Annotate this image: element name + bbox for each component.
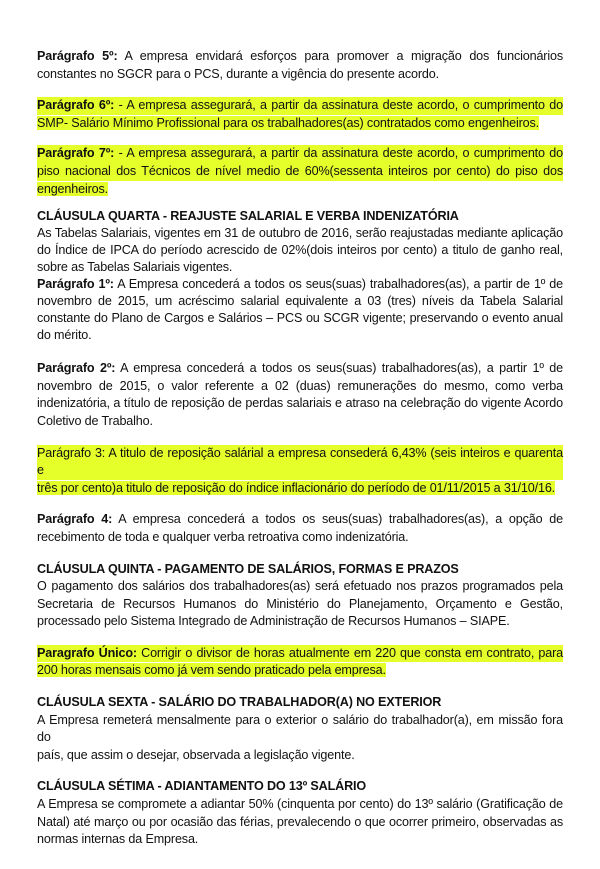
bold-label: CLÁUSULA SEXTA - SALÁRIO DO TRABALHADOR(A) NO EXTERIOR (37, 695, 442, 710)
text-line (37, 310, 563, 327)
line-content (37, 832, 198, 846)
body-text: indenizatória, a título de reposição de perdas salariais e atraso na celebração do vigente Acordo (37, 396, 563, 411)
body-text: O pagamento dos salários dos trabalhadores(as) será efetuado nos prazos programados pela (37, 579, 563, 594)
body-text: SMP- Salário Mínimo Profissional para os trabalhadores(as) contratados como engenheiros. (37, 115, 539, 130)
line-content (37, 562, 459, 576)
line-content (37, 361, 563, 375)
block-paragrafo-4 (37, 511, 563, 546)
block-paragrafo-3 (37, 445, 563, 498)
clause-heading (37, 778, 563, 796)
bold-label: Parágrafo 2º: (37, 361, 116, 376)
line-content (37, 530, 409, 544)
text-line (37, 66, 563, 84)
line-content (37, 164, 563, 178)
body-text: país, que assim o desejar, observada a legislação vigente. (37, 747, 355, 762)
body-text: Natal) até março ou por ocasião das férias, prevalecendo o que ocorrer primeiro, observadas as (37, 814, 563, 829)
text-line (37, 662, 563, 680)
body-text: constante do Plano de Cargos e Salários – PCS ou SCGR vigente; preservando o evento anual (37, 311, 563, 326)
text-line (37, 276, 563, 293)
line-content (37, 512, 563, 526)
body-text: A Empresa remeterá mensalmente para o exterior o salário do trabalhador(a), em missão fora do (37, 712, 563, 745)
text-line (37, 814, 563, 832)
line-content (37, 328, 92, 342)
block-paragrafo-6 (37, 97, 563, 132)
bold-label: Parágrafo 5º: (37, 49, 118, 63)
text-line (37, 97, 563, 115)
text-line (37, 831, 563, 849)
line-content (37, 815, 563, 829)
body-text: engenheiros. (37, 181, 109, 196)
line-content (37, 396, 563, 410)
line-content (37, 646, 563, 660)
body-text: - A empresa assegurará, a partir da assinatura deste acordo, o cumprimento do (114, 98, 564, 113)
line-content (37, 481, 555, 495)
body-text: novembro de 2015, o valor referente a 02 (duas) remunerações do mesmo, como verba (37, 378, 563, 393)
line-content (37, 797, 563, 811)
body-text: piso nacional dos Técnicos de nível medio de 60%(sessenta inteiros por cento) do piso dos (37, 163, 563, 178)
text-line (37, 413, 563, 431)
text-line (37, 747, 563, 765)
body-text: processado pelo Sistema Integrado de Administração de Recursos Humanos – SIAPE. (37, 614, 510, 629)
text-line (37, 242, 563, 259)
line-content (37, 579, 563, 593)
body-text: do Índice de IPCA do período acrescido de 02%(dois inteiros por cento) a titulo de ganho real, (37, 243, 563, 258)
body-text: A empresa envidará esforços para promover a migração dos funcionários (117, 49, 564, 63)
text-line (37, 145, 563, 163)
line-content (37, 414, 153, 428)
line-content (37, 311, 563, 325)
body-text: constantes no SGCR para o PCS, durante a vigência do presente acordo. (37, 66, 439, 81)
line-content (37, 182, 108, 196)
body-text: do mérito. (37, 328, 92, 343)
bold-label: CLÁUSULA QUINTA - PAGAMENTO DE SALÁRIOS, FORMAS E PRAZOS (37, 561, 459, 576)
line-content (37, 713, 563, 745)
bold-label: Paragrafo Único: (37, 645, 137, 660)
block-clausula-sexta (37, 694, 563, 764)
line-content (37, 49, 563, 63)
line-content (37, 209, 459, 223)
text-line (37, 225, 563, 242)
line-content (37, 748, 355, 762)
bold-label: Parágrafo 6º: (37, 98, 115, 113)
body-text: três por cento)a titulo de reposição do índice inflacionário do período de 01/11/2015 a 31/10/16. (37, 480, 556, 495)
line-content (37, 379, 563, 393)
text-line (37, 445, 563, 480)
text-line (37, 596, 563, 614)
clause-heading (37, 208, 563, 225)
bold-label: Parágrafo 1º: (37, 277, 114, 292)
block-clausula-quarta (37, 208, 563, 344)
line-content (37, 98, 563, 112)
bold-label: Parágrafo 4: (37, 512, 113, 527)
body-text: novembro de 2015, um acréscimo salarial equivalente a 03 (tres) níveis da Tabela Salarial (37, 294, 563, 309)
body-text: A Empresa concederá a todos os seus(suas) trabalhadores(as), a partir de 1º de (113, 277, 563, 292)
text-line (37, 181, 563, 199)
text-line (37, 480, 563, 498)
body-text: 200 horas mensais como já vem sendo praticado pela empresa. (37, 663, 386, 678)
line-content (37, 614, 510, 628)
line-content (37, 243, 563, 257)
text-line (37, 712, 563, 747)
text-line (37, 163, 563, 181)
body-text: A empresa concederá a todos os seus(suas) trabalhadores(as), a partir 1º de (115, 361, 563, 376)
text-line (37, 327, 563, 344)
text-line (37, 378, 563, 396)
body-text: Corrigir o divisor de horas atualmente em 220 que consta em contrato, para (136, 645, 563, 660)
text-line (37, 293, 563, 310)
clause-heading (37, 561, 563, 579)
text-line (37, 796, 563, 814)
text-line (37, 578, 563, 596)
line-content (37, 446, 563, 478)
clause-heading (37, 694, 563, 712)
body-text: Coletivo de Trabalho. (37, 413, 153, 428)
line-content (37, 146, 563, 160)
body-text: sobre as Tabelas Salariais vigentes. (37, 260, 233, 275)
line-content (37, 116, 539, 130)
text-line (37, 613, 563, 631)
line-content (37, 294, 563, 308)
text-line (37, 395, 563, 413)
bold-label: Parágrafo 7º: (37, 146, 115, 161)
line-content (37, 67, 439, 81)
body-text: recebimento de toda e qualquer verba retroativa como indenizatória. (37, 529, 409, 544)
line-content (37, 597, 563, 611)
block-paragrafo-7 (37, 145, 563, 198)
body-text: Parágrafo 3: A titulo de reposição salárial a empresa consederá 6,43% (seis inteiros e quarenta e (37, 445, 563, 478)
line-content (37, 260, 232, 274)
block-paragrafo-5 (37, 48, 563, 83)
bold-label: CLÁUSULA SÉTIMA - ADIANTAMENTO DO 13º SALÁRIO (37, 779, 367, 794)
line-content (37, 779, 366, 793)
line-content (37, 277, 563, 291)
line-content (37, 663, 386, 677)
line-content (37, 226, 563, 240)
body-text: As Tabelas Salariais, vigentes em 31 de outubro de 2016, serão reajustadas mediante aplicação (37, 226, 563, 241)
block-clausula-quinta (37, 561, 563, 631)
block-paragrafo-unico (37, 645, 563, 680)
text-line (37, 48, 563, 66)
body-text: Secretaria de Recursos Humanos do Ministério do Planejamento, Orçamento e Gestão, (37, 596, 563, 611)
block-paragrafo-2 (37, 360, 563, 430)
text-line (37, 529, 563, 547)
body-text: normas internas da Empresa. (37, 832, 199, 847)
block-clausula-setima (37, 778, 563, 848)
text-line (37, 645, 563, 663)
line-content (37, 695, 441, 709)
text-line (37, 115, 563, 133)
text-line (37, 259, 563, 276)
body-text: A Empresa se compromete a adiantar 50% (cinquenta por cento) do 13º salário (Gratificação de (37, 797, 563, 812)
text-line (37, 511, 563, 529)
text-line (37, 360, 563, 378)
body-text: - A empresa assegurará, a partir da assinatura deste acordo, o cumprimento do (114, 146, 564, 161)
bold-label: CLÁUSULA QUARTA - REAJUSTE SALARIAL E VERBA INDENIZATÓRIA (37, 209, 459, 224)
body-text: A empresa concederá a todos os seus(suas) trabalhadores(as), a opção de (112, 512, 563, 527)
